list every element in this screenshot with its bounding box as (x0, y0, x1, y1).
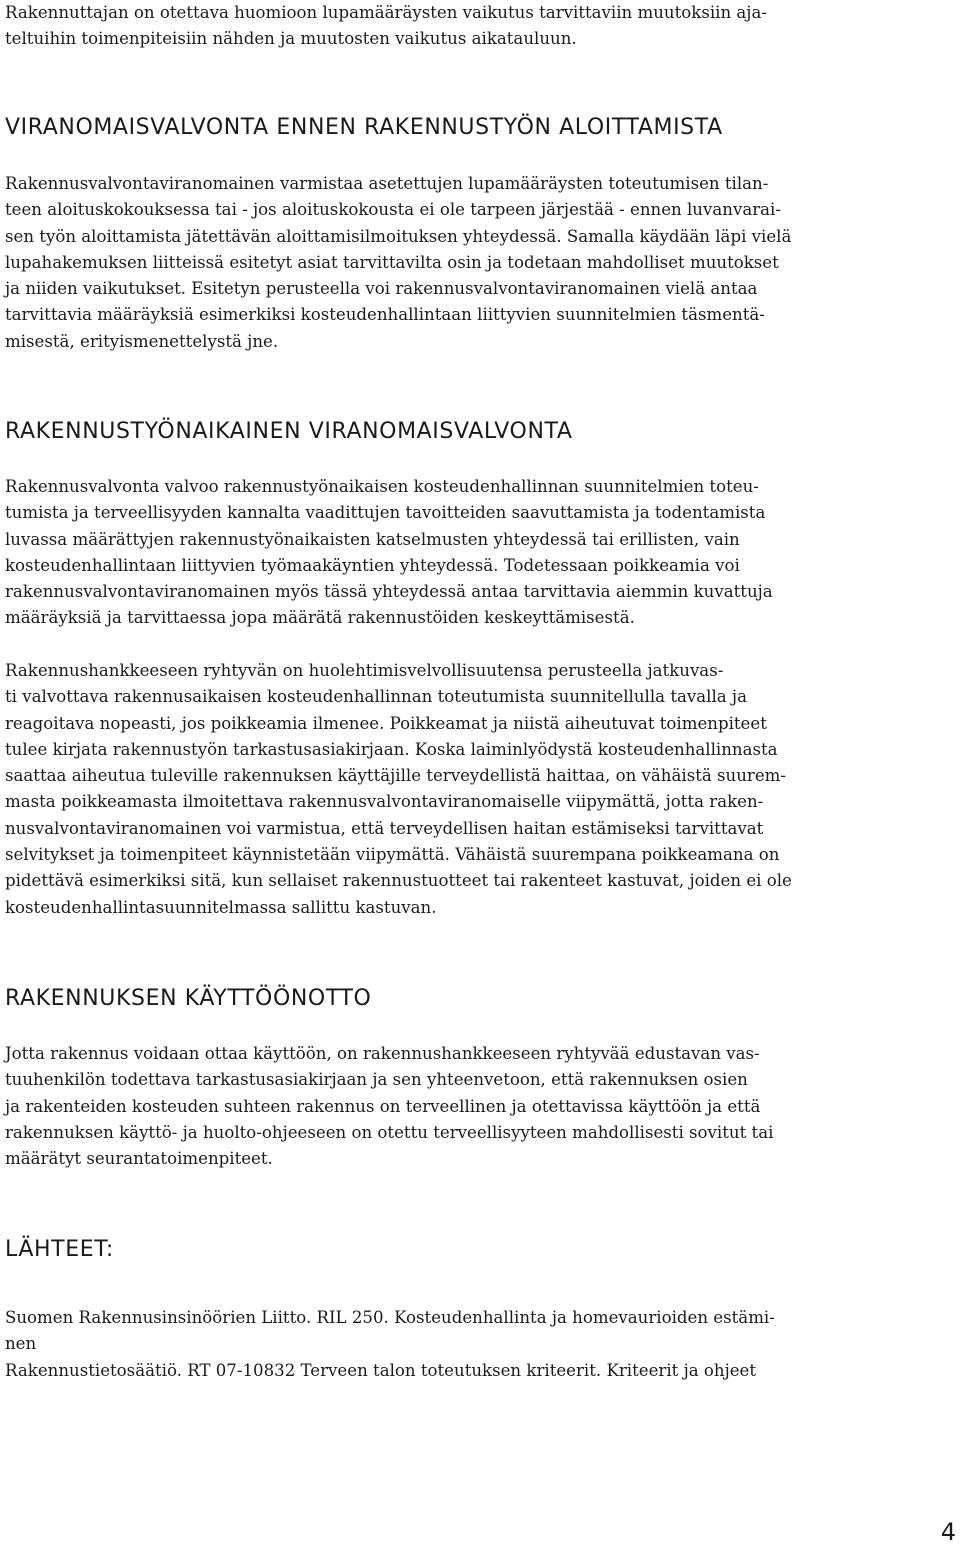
source-line: Rakennustietosäätiö. RT 07-10832 Terveen talon toteutuksen kriteerit. Kriteerit ja ohjeet (5, 1360, 757, 1380)
section3-line: tuuhenkilön todettava tarkastusasiakirjaan ja sen yhteenvetoon, että rakennuksen osien (5, 1070, 748, 1090)
section1-line: lupahakemuksen liitteissä esitetyt asiat tarvittavilta osin ja todetaan mahdolliset muutokset (5, 252, 779, 272)
section1-line: Rakennusvalvontaviranomainen varmistaa asetettujen lupamääräysten toteutumisen tilan- (5, 174, 769, 193)
page-number: 4 (940, 1518, 956, 1546)
section2-line: määräyksiä ja tarvittaessa jopa määrätä rakennustöiden keskeyttämisestä. (5, 608, 635, 628)
section2-line: rakennusvalvontaviranomainen myös tässä yhteydessä antaa tarvittavia aiemmin kuvattuja (5, 582, 773, 602)
section-heading-pre-construction-supervision: VIRANOMAISVALVONTA ENNEN RAKENNUSTYÖN ALOITTAMISTA (5, 115, 723, 140)
section1-line: sen työn aloittamista jätettävän aloittamisilmoituksen yhteydessä. Samalla käydään läpi vielä (5, 226, 792, 246)
intro-line: Rakennuttajan on otettava huomioon lupamääräysten vaikutus tarvittaviin muutoksiin aja- (5, 3, 767, 22)
section3-line: määrätyt seurantatoimenpiteet. (5, 1149, 273, 1169)
section2-line: pidettävä esimerkiksi sitä, kun sellaiset rakennustuotteet tai rakenteet kastuvat, joiden ei ole (5, 871, 792, 891)
section2-paragraph-2 (5, 658, 885, 921)
section2-line: tulee kirjata rakennustyön tarkastusasiakirjaan. Koska laiminlyödystä kosteudenhallinnasta (5, 739, 778, 759)
section2-paragraph-1 (5, 474, 885, 632)
section1-line: teen aloituskokouksessa tai - jos aloituskokousta ei ole tarpeen järjestää - ennen luvanvarai- (5, 200, 781, 220)
section2-line: Rakennusvalvonta valvoo rakennustyönaikaisen kosteudenhallinnan suunnitelmien toteu- (5, 477, 759, 496)
section2-line: kosteudenhallintaan liittyvien työmaakäyntien yhteydessä. Todetessaan poikkeamia voi (5, 555, 740, 575)
section2-line: Rakennushankkeeseen ryhtyvän on huolehtimisvelvollisuutensa perusteella jatkuvas- (5, 661, 724, 680)
section2-line: tumista ja terveellisyyden kannalta vaadittujen tavoitteiden saavuttamista ja todentamista (5, 503, 766, 523)
section2-line: masta poikkeamasta ilmoitettava rakennusvalvontaviranomaiselle viipymättä, jotta raken- (5, 792, 764, 812)
sources-list (5, 1305, 885, 1384)
intro-paragraph (5, 0, 885, 53)
section1-line: tarvittavia määräyksiä esimerkiksi kosteudenhallintaan liittyvien suunnitelmien täsmentä- (5, 305, 765, 325)
section2-line: reagoitava nopeasti, jos poikkeamia ilmenee. Poikkeamat ja niistä aiheutuvat toimenpiteet (5, 713, 767, 733)
source-line: nen (5, 1334, 37, 1354)
section3-paragraph (5, 1041, 885, 1172)
section2-line: kosteudenhallintasuunnitelmassa sallittu kastuvan. (5, 897, 437, 917)
intro-line: teltuihin toimenpiteisiin nähden ja muutosten vaikutus aikatauluun. (5, 29, 577, 49)
section-heading-building-commissioning: RAKENNUKSEN KÄYTTÖÖNOTTO (5, 986, 372, 1011)
source-line: Suomen Rakennusinsinöörien Liitto. RIL 250. Kosteudenhallinta ja homevaurioiden estämi- (5, 1308, 775, 1327)
section1-paragraph (5, 171, 885, 355)
section3-line: ja rakenteiden kosteuden suhteen rakennus on terveellinen ja otettavissa käyttöön ja että (5, 1096, 761, 1116)
section2-line: luvassa määrättyjen rakennustyönaikaisten katselmusten yhteydessä tai erillisten, vain (5, 529, 740, 549)
section3-line: rakennuksen käyttö- ja huolto-ohjeeseen on otettu terveellisyyteen mahdollisesti sovitut tai (5, 1122, 774, 1142)
section1-line: ja niiden vaikutukset. Esitetyn perusteella voi rakennusvalvontaviranomainen vielä antaa (5, 279, 758, 299)
section1-line: misestä, erityismenettelystä jne. (5, 331, 279, 351)
section2-line: ti valvottava rakennusaikaisen kosteudenhallinnan toteutumista suunnitellulla tavalla ja (5, 687, 747, 707)
section2-line: selvitykset ja toimenpiteet käynnistetään viipymättä. Vähäistä suurempana poikkeamana on (5, 845, 780, 865)
section2-line: nusvalvontaviranomainen voi varmistua, että terveydellisen haitan estämiseksi tarvittavat (5, 818, 764, 838)
section-heading-sources: LÄHTEET: (5, 1237, 114, 1262)
section2-line: saattaa aiheutua tuleville rakennuksen käyttäjille terveydellistä haittaa, on vähäistä suurem- (5, 766, 787, 786)
section3-line: Jotta rakennus voidaan ottaa käyttöön, on rakennushankkeeseen ryhtyvää edustavan vas- (5, 1044, 760, 1063)
section-heading-construction-time-supervision: RAKENNUSTYÖNAIKAINEN VIRANOMAISVALVONTA (5, 419, 573, 444)
